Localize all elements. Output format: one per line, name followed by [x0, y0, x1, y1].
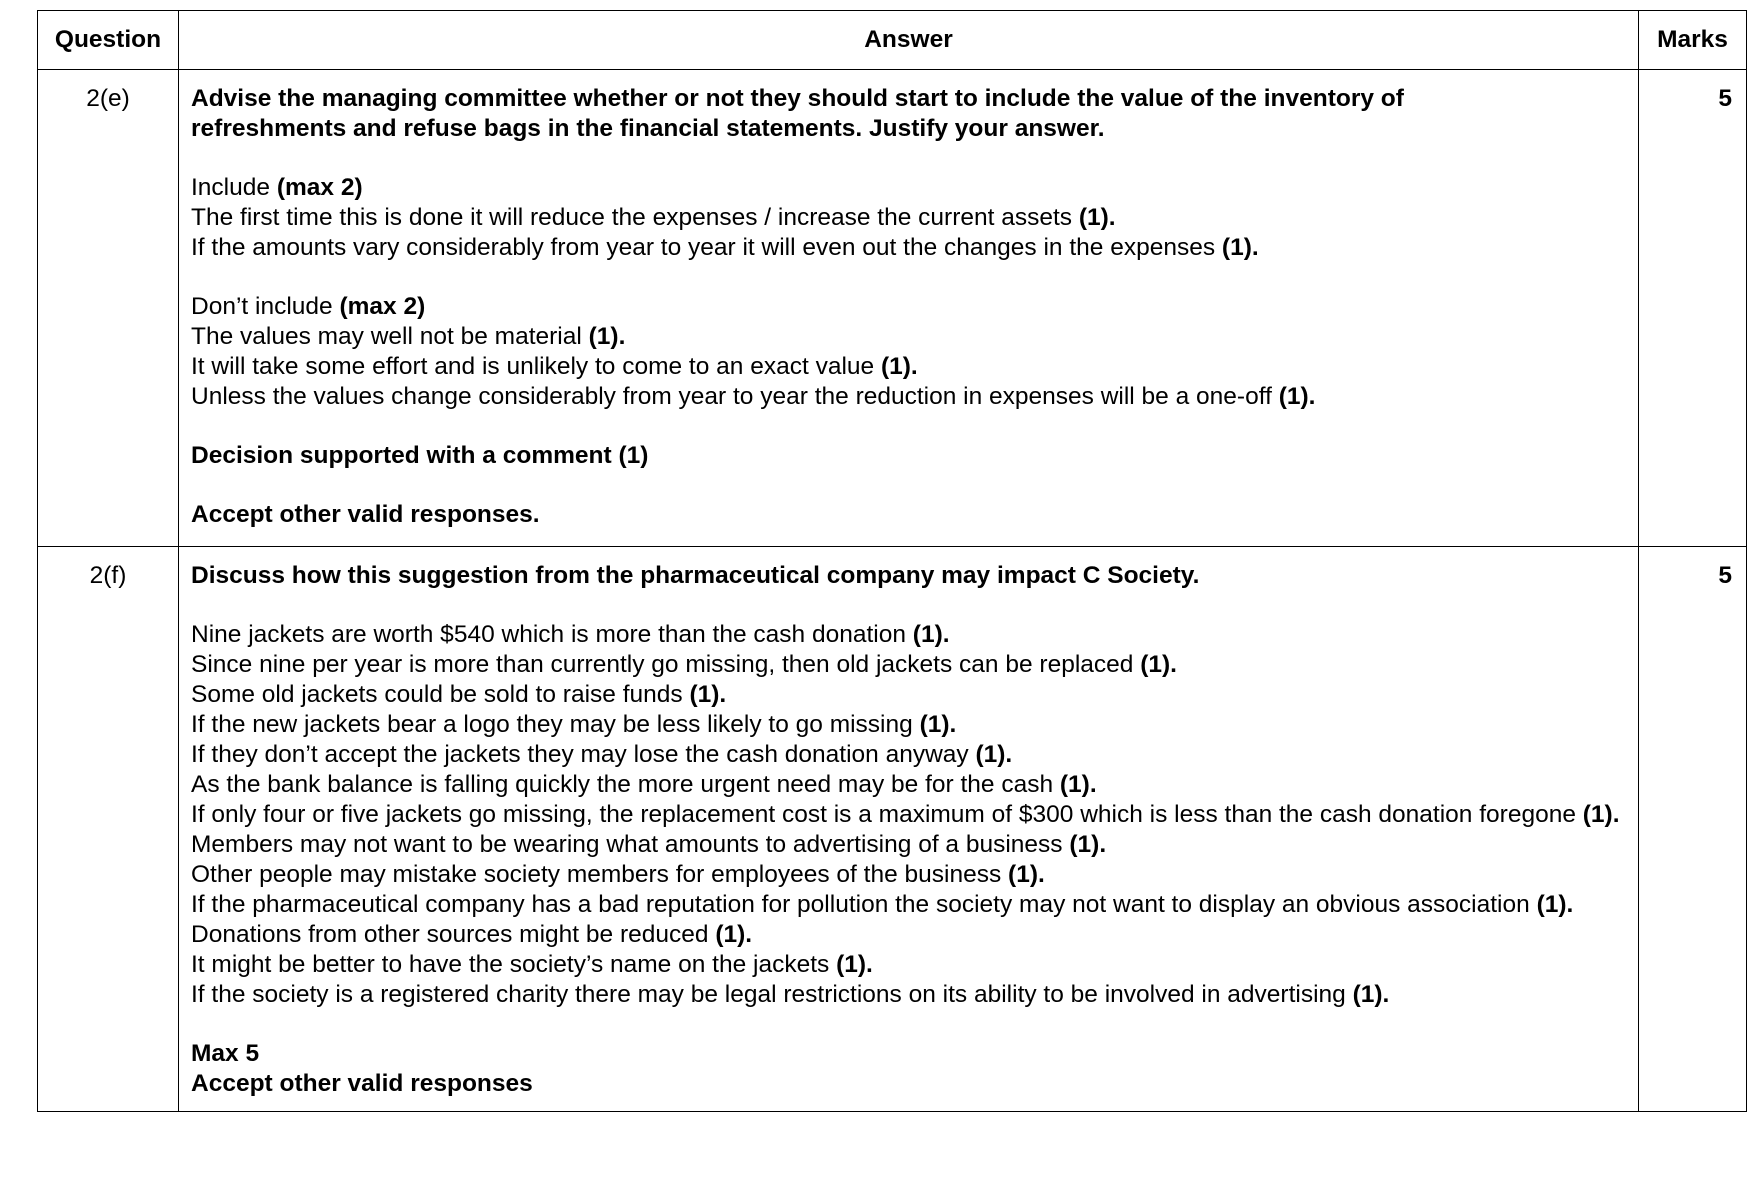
list-item: If only four or five jackets go missing, the replacement cost is a maximum of $300 which is less than the cash donation foregone (1).	[191, 801, 1620, 828]
list-item: If the pharmaceutical company has a bad reputation for pollution the society may not want to display an obvious association (1).	[191, 891, 1574, 918]
question-prompt: Advise the managing committee whether or not they should start to include the value of the inventory of	[191, 85, 1404, 112]
list-item: It might be better to have the society’s name on the jackets (1).	[191, 951, 873, 978]
question-number: 2(e)	[38, 70, 179, 547]
header-question: Question	[38, 11, 179, 70]
list-item: If the society is a registered charity there may be legal restrictions on its ability to be involved in advertising (1).	[191, 981, 1390, 1008]
list-item: Since nine per year is more than currently go missing, then old jackets can be replaced (1).	[191, 651, 1177, 678]
list-item: The first time this is done it will reduce the expenses / increase the current assets (1).	[191, 204, 1116, 231]
answer-cell	[179, 70, 1639, 547]
marks-value: 5	[1639, 70, 1747, 547]
list-item: The values may well not be material (1).	[191, 323, 626, 350]
list-item: If they don’t accept the jackets they may lose the cash donation anyway (1).	[191, 741, 1013, 768]
list-item: If the amounts vary considerably from year to year it will even out the changes in the expenses (1).	[191, 234, 1259, 261]
list-item: Nine jackets are worth $540 which is more than the cash donation (1).	[191, 621, 950, 648]
accept-note: Accept other valid responses.	[191, 501, 540, 528]
include-heading: Include (max 2)	[191, 174, 363, 201]
question-prompt: refreshments and refuse bags in the financial statements. Justify your answer.	[191, 115, 1105, 142]
list-item: As the bank balance is falling quickly the more urgent need may be for the cash (1).	[191, 771, 1097, 798]
list-item: Some old jackets could be sold to raise funds (1).	[191, 681, 727, 708]
answer-cell	[179, 547, 1639, 1112]
header-row	[38, 11, 1747, 70]
table-row	[38, 547, 1747, 1112]
list-item: Donations from other sources might be reduced (1).	[191, 921, 753, 948]
mark-scheme-table	[37, 10, 1747, 1112]
dont-include-heading: Don’t include (max 2)	[191, 293, 426, 320]
decision-note: Decision supported with a comment (1)	[191, 442, 649, 469]
question-number: 2(f)	[38, 547, 179, 1112]
header-marks: Marks	[1639, 11, 1747, 70]
table-row	[38, 70, 1747, 547]
marks-value: 5	[1639, 547, 1747, 1112]
list-item: Members may not want to be wearing what amounts to advertising of a business (1).	[191, 831, 1107, 858]
list-item: It will take some effort and is unlikely to come to an exact value (1).	[191, 353, 918, 380]
accept-note: Accept other valid responses	[191, 1070, 533, 1097]
question-prompt: Discuss how this suggestion from the pharmaceutical company may impact C Society.	[191, 562, 1200, 589]
max-note: Max 5	[191, 1040, 260, 1067]
list-item: If the new jackets bear a logo they may be less likely to go missing (1).	[191, 711, 957, 738]
list-item: Unless the values change considerably from year to year the reduction in expenses will be a one-off (1).	[191, 383, 1316, 410]
list-item: Other people may mistake society members for employees of the business (1).	[191, 861, 1045, 888]
header-answer: Answer	[179, 11, 1639, 70]
